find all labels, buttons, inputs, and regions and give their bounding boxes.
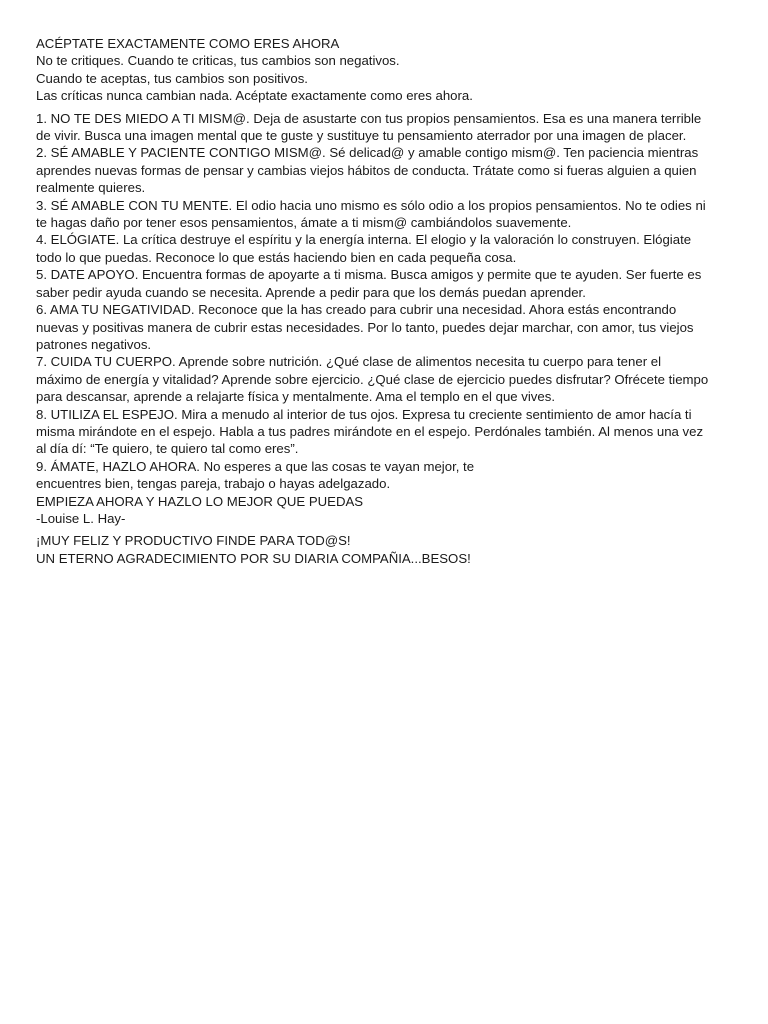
item-line: 8. UTILIZA EL ESPEJO. Mira a menudo al interior de tus ojos. Expresa tu creciente sentimiento de amor hacía ti bbox=[36, 406, 692, 422]
item-line: misma mirándote en el espejo. Habla a tus padres mirándote en el espejo. Perdónales también. Al menos una vez bbox=[36, 423, 704, 439]
item-line: 6. AMA TU NEGATIVIDAD. Reconoce que la has creado para cubrir una necesidad. Ahora estás encontrando bbox=[36, 302, 677, 318]
item-line: patrones negativos. bbox=[36, 336, 152, 352]
list-item bbox=[36, 458, 730, 493]
item-line: te hagas daño por tener esos pensamientos, ámate a ti mism@ cambiándolos suavemente. bbox=[36, 215, 572, 231]
item-line: al día dí: “Te quiero, te quiero tal como eres”. bbox=[36, 441, 299, 457]
item-line: 2. SÉ AMABLE Y PACIENTE CONTIGO MISM@. Sé delicad@ y amable contigo mism@. Ten paciencia mientras bbox=[36, 145, 699, 161]
item-line: aprendes nuevas formas de pensar y cambias viejos hábitos de conducta. Trátate como si fueras alguien a quien bbox=[36, 162, 697, 178]
list-item bbox=[36, 353, 730, 405]
item-line: máximo de energía y vitalidad? Aprende sobre ejercicio. ¿Qué clase de ejercicio puedes disfrutar? Ofrécete tiempo bbox=[36, 371, 709, 387]
list-item bbox=[36, 110, 730, 145]
item-line: 9. ÁMATE, HAZLO AHORA. No esperes a que las cosas te vayan mejor, te bbox=[36, 458, 475, 474]
intro-section bbox=[36, 35, 730, 105]
intro-line-2: Cuando te aceptas, tus cambios son positivos. bbox=[36, 70, 308, 86]
intro-line-3: Las críticas nunca cambian nada. Acéptate exactamente como eres ahora. bbox=[36, 88, 473, 104]
item-line: 7. CUIDA TU CUERPO. Aprende sobre nutrición. ¿Qué clase de alimentos necesita tu cuerpo para tener el bbox=[36, 354, 662, 370]
item-line: encuentres bien, tengas pareja, trabajo o hayas adelgazado. bbox=[36, 476, 391, 492]
document-page bbox=[36, 35, 730, 567]
closing-line: EMPIEZA AHORA Y HAZLO LO MEJOR QUE PUEDAS bbox=[36, 493, 364, 509]
list-item bbox=[36, 406, 730, 458]
item-line: todo lo que puedas. Reconoce lo que estás haciendo bien en cada pequeña cosa. bbox=[36, 249, 517, 265]
list-item bbox=[36, 144, 730, 196]
items-list bbox=[36, 110, 730, 493]
list-item bbox=[36, 197, 730, 232]
footer-line-1: ¡MUY FELIZ Y PRODUCTIVO FINDE PARA TOD@S! bbox=[36, 533, 351, 549]
item-line: 1. NO TE DES MIEDO A TI MISM@. Deja de asustarte con tus propios pensamientos. Esa es una manera terrible bbox=[36, 110, 702, 126]
list-item bbox=[36, 266, 730, 301]
item-line: 3. SÉ AMABLE CON TU MENTE. El odio hacia uno mismo es sólo odio a los propios pensamientos. No te odies ni bbox=[36, 197, 706, 213]
item-line: saber pedir ayuda cuando se necesita. Aprende a pedir para que los demás puedan aprender. bbox=[36, 284, 586, 300]
intro-line-1: No te critiques. Cuando te criticas, tus cambios son negativos. bbox=[36, 53, 400, 69]
author-signature: -Louise L. Hay- bbox=[36, 510, 126, 526]
item-line: realmente quieres. bbox=[36, 180, 146, 196]
item-line: para descansar, aprende a relajarte física y mentalmente. Ama el templo en el que vives. bbox=[36, 389, 555, 405]
item-line: 4. ELÓGIATE. La crítica destruye el espíritu y la energía interna. El elogio y la valoración lo construyen. Elógiate bbox=[36, 232, 692, 248]
item-line: de vivir. Busca una imagen mental que te guste y sustituye tu pensamiento aterrador por una imagen de placer. bbox=[36, 128, 687, 144]
intro-title: ACÉPTATE EXACTAMENTE COMO ERES AHORA bbox=[36, 36, 340, 51]
list-item bbox=[36, 301, 730, 353]
item-line: 5. DATE APOYO. Encuentra formas de apoyarte a ti misma. Busca amigos y permite que te ayuden. Ser fuerte es bbox=[36, 267, 702, 283]
footer-line-2: UN ETERNO AGRADECIMIENTO POR SU DIARIA COMPAÑIA...BESOS! bbox=[36, 550, 471, 566]
list-item bbox=[36, 231, 730, 266]
footer-section bbox=[36, 532, 730, 567]
item-line: nuevas y positivas manera de cubrir estas necesidades. Por lo tanto, puedes dejar marchar, con amor, tus viejos bbox=[36, 319, 694, 335]
closing-section bbox=[36, 493, 730, 528]
